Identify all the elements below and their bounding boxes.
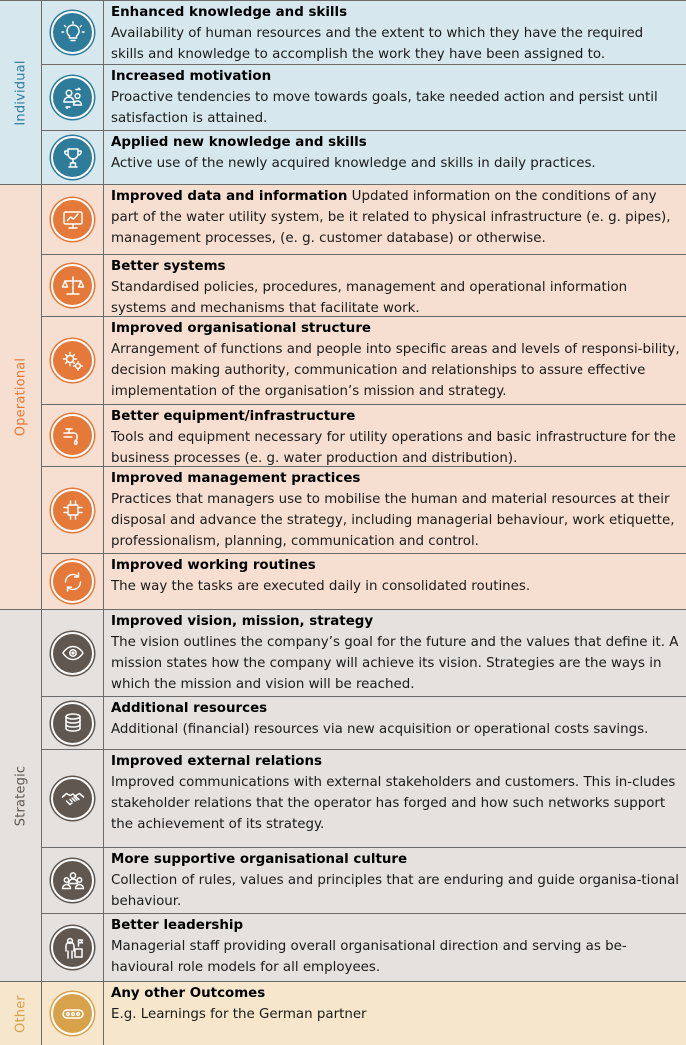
outcome-row: [42, 1, 686, 65]
outcome-row: [42, 255, 686, 317]
group-label-operational: [0, 185, 42, 609]
group-label-individual: [0, 1, 42, 184]
outcome-description: Standardised policies, procedures, management and operational information systems and mechanisms that facilitate work.: [111, 280, 628, 316]
team-icon: [51, 859, 94, 902]
outcome-row: [42, 848, 686, 914]
circuit-icon: [51, 489, 94, 532]
outcome-text: [104, 750, 686, 847]
outcome-title: Any other Outcomes: [111, 986, 266, 1001]
outcome-text: [104, 697, 654, 749]
icon-cell: [42, 848, 104, 913]
outcome-row: [42, 65, 686, 131]
outcome-row: [42, 185, 686, 255]
icon-cell: [42, 554, 104, 609]
icon-cell: [42, 317, 104, 404]
icon-cell: [42, 185, 104, 254]
group-strategic: [0, 609, 686, 981]
group-label-text: Individual: [13, 59, 28, 126]
outcome-description: The vision outlines the company’s goal for the future and the values that define it. A mission states how the company will achieve its vision. Strategies are the ways in which the mission and vision will be reached.: [111, 635, 679, 692]
group-label-text: Strategic: [13, 765, 28, 826]
icon-cell: [42, 610, 104, 696]
outcome-title: Better equipment/infrastructure: [111, 409, 356, 424]
outcome-title: Improved management practices: [111, 471, 361, 486]
outcome-title: Additional resources: [111, 701, 268, 716]
outcome-text: [104, 65, 686, 130]
icon-cell: [42, 131, 104, 184]
outcome-text: [104, 405, 686, 466]
coin-stack-icon: [51, 702, 94, 745]
group-other: [0, 981, 686, 1045]
outcome-text: [104, 610, 686, 696]
outcome-title: Improved data and information: [111, 189, 348, 204]
outcome-text: [104, 914, 686, 981]
outcome-description: Availability of human resources and the extent to which they have the required skills and knowledge to accomplish the work they have been assigned to.: [111, 26, 644, 62]
system-scale-icon: [51, 264, 94, 307]
icon-cell: [42, 1, 104, 64]
group-label-text: Other: [13, 994, 28, 1033]
outcome-row: [42, 317, 686, 405]
group-individual: [0, 0, 686, 184]
outcome-row: [42, 131, 686, 184]
outcome-description: Tools and equipment necessary for utility operations and basic infrastructure for the business processes (e. g. water production and distribution).: [111, 430, 676, 466]
gears-icon: [51, 339, 94, 382]
outcome-title: Improved organisational structure: [111, 321, 372, 336]
leader-podium-icon: [51, 926, 94, 969]
outcome-title: Improved external relations: [111, 754, 323, 769]
outcome-text: [104, 131, 602, 184]
outcome-description: Collection of rules, values and principles that are enduring and guide organisa-tional behaviour.: [111, 873, 679, 909]
icon-cell: [42, 697, 104, 749]
outcome-text: [104, 317, 686, 404]
icon-cell: [42, 750, 104, 847]
group-operational: [0, 184, 686, 609]
outcome-row: [42, 467, 686, 554]
outcome-description: Proactive tendencies to move towards goals, take needed action and persist until satisfaction is attained.: [111, 90, 658, 126]
eye-icon: [51, 632, 94, 675]
outcome-description: Arrangement of functions and people into specific areas and levels of responsi-bility, decision making authority, communication and relationships to assure effective implementation of the organisation’s mission and strategy.: [111, 342, 680, 399]
outcome-text: [104, 982, 373, 1045]
outcome-description: Practices that managers use to mobilise the human and material resources at their disposal and advance the strategy, including managerial behaviour, work etiquette, professionalism, planning, communication and control.: [111, 492, 675, 549]
outcome-text: [104, 255, 686, 316]
outcome-description: The way the tasks are executed daily in consolidated routines.: [111, 579, 531, 594]
outcome-title: Improved working routines: [111, 558, 316, 573]
refresh-cycle-icon: [51, 560, 94, 603]
faucet-icon: [51, 414, 94, 457]
trophy-icon: [51, 136, 94, 179]
outcome-text: [104, 1, 686, 64]
lightbulb-icon: [51, 11, 94, 54]
outcome-row: [42, 554, 686, 609]
ellipsis-icon: [51, 992, 94, 1035]
outcome-text: [104, 467, 686, 553]
data-monitor-icon: [51, 198, 94, 241]
group-label-text: Operational: [13, 357, 28, 437]
outcome-text: [104, 554, 536, 609]
outcome-row: [42, 610, 686, 697]
outcome-title: Increased motivation: [111, 69, 272, 84]
outcome-text: [104, 185, 686, 254]
icon-cell: [42, 982, 104, 1045]
outcome-row: [42, 982, 686, 1045]
outcome-row: [42, 750, 686, 848]
outcome-description: Improved communications with external stakeholders and customers. This in-cludes stakeholder relations that the operator has forged and how such networks support the achievement of its strategy.: [111, 775, 676, 832]
outcome-description: Additional (financial) resources via new acquisition or operational costs savings.: [111, 722, 649, 737]
icon-cell: [42, 467, 104, 553]
outcome-row: [42, 405, 686, 467]
outcome-title: Better systems: [111, 259, 226, 274]
outcome-title: More supportive organisational culture: [111, 852, 408, 867]
icon-cell: [42, 255, 104, 316]
outcome-description: Active use of the newly acquired knowledge and skills in daily practices.: [111, 156, 596, 171]
outcome-title: Enhanced knowledge and skills: [111, 5, 348, 20]
outcome-text: [104, 848, 686, 913]
group-label-other: [0, 982, 42, 1045]
outcome-title: Applied new knowledge and skills: [111, 135, 367, 150]
outcome-row: [42, 914, 686, 981]
outcome-row: [42, 697, 686, 750]
handshake-icon: [51, 777, 94, 820]
outcome-title: Better leadership: [111, 918, 244, 933]
icon-cell: [42, 405, 104, 466]
icon-cell: [42, 65, 104, 130]
icon-cell: [42, 914, 104, 981]
outcome-title: Improved vision, mission, strategy: [111, 614, 374, 629]
group-label-strategic: [0, 610, 42, 981]
outcome-description: E.g. Learnings for the German partner: [111, 1007, 367, 1022]
people-exchange-icon: [51, 76, 94, 119]
outcome-description: Updated information on the conditions of any part of the water utility system, be it related to physical infrastructure (e. g. pipes), management processes, (e. g. customer database) or otherwise.: [111, 189, 671, 246]
outcome-description: Managerial staff providing overall organisational direction and serving as be-havioural role models for all employees.: [111, 939, 627, 975]
